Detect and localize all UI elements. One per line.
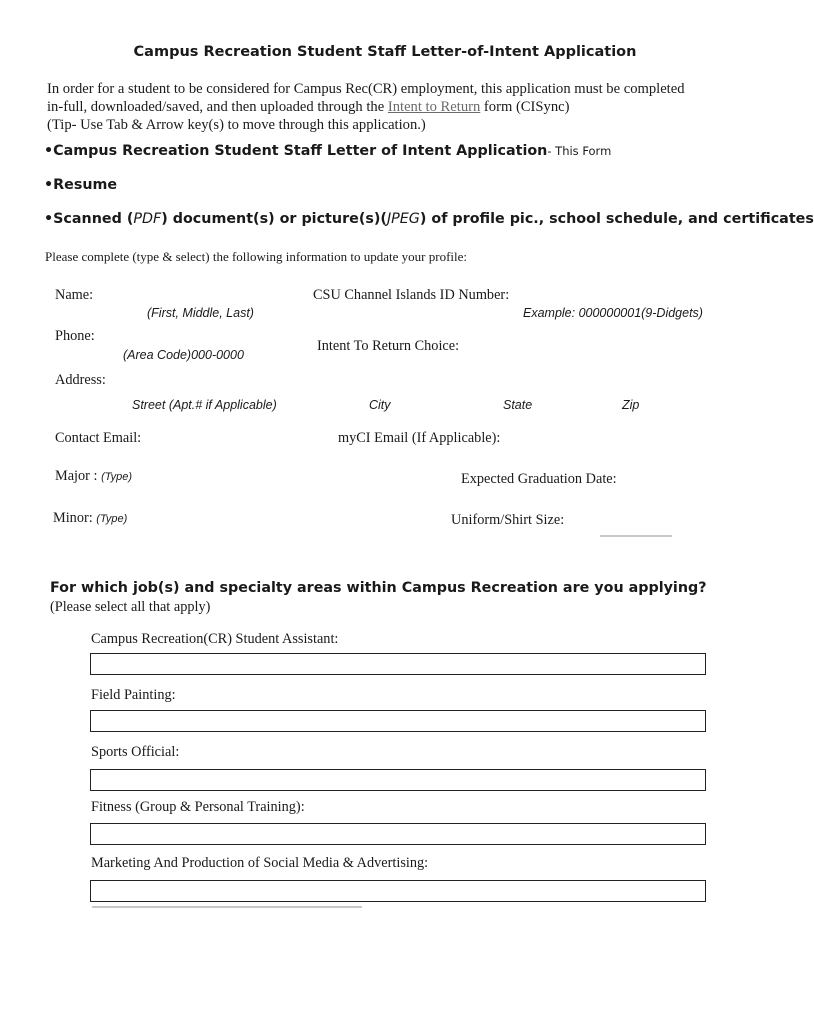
name-field[interactable]: (First, Middle, Last) xyxy=(147,306,254,320)
name-label: Name: xyxy=(55,287,94,303)
requirement-resume: •Resume xyxy=(44,177,118,193)
intro-tip: (Tip- Use Tab & Arrow key(s) to move through this application.) xyxy=(47,117,426,133)
minor-label-text: Minor: xyxy=(53,510,93,526)
uniform-size-label: Uniform/Shirt Size: xyxy=(451,512,565,528)
document-title: Campus Recreation Student Staff Letter-of-Intent Application xyxy=(133,44,637,60)
req3-part-a: •Scanned ( xyxy=(44,211,134,227)
req3-jpeg: JPEG xyxy=(386,211,420,227)
jobs-subheading: (Please select all that apply) xyxy=(50,599,211,615)
req3-part-c: ) of profile pic., school schedule, and certificates xyxy=(419,211,814,227)
id-number-label: CSU Channel Islands ID Number: xyxy=(313,287,510,303)
major-label xyxy=(55,468,132,485)
graduation-date-label: Expected Graduation Date: xyxy=(461,471,617,487)
phone-label: Phone: xyxy=(55,328,95,344)
minor-label xyxy=(53,510,127,527)
req3-pdf: PDF xyxy=(133,211,162,227)
street-field[interactable]: Street (Apt.# if Applicable) xyxy=(132,398,277,412)
intent-to-return-link[interactable]: Intent to Return xyxy=(387,99,481,115)
faded-text-strip-bottom xyxy=(92,906,362,908)
job-select-fitness[interactable] xyxy=(90,823,706,845)
job-label-field-painting: Field Painting: xyxy=(91,687,176,703)
myci-email-label: myCI Email (If Applicable): xyxy=(338,430,501,446)
job-label-student-assistant: Campus Recreation(CR) Student Assistant: xyxy=(91,631,339,647)
city-field[interactable]: City xyxy=(369,398,391,412)
jobs-heading: For which job(s) and specialty areas within Campus Recreation are you applying? xyxy=(50,580,707,596)
phone-field[interactable]: (Area Code)000-0000 xyxy=(123,348,244,362)
intro-line-2-text: in-full, downloaded/saved, and then uploaded through the xyxy=(47,99,388,115)
state-field[interactable]: State xyxy=(503,398,533,412)
job-label-marketing: Marketing And Production of Social Media & Advertising: xyxy=(91,855,429,871)
job-select-marketing[interactable] xyxy=(90,880,706,902)
faded-text-strip xyxy=(600,535,672,537)
intent-choice-label: Intent To Return Choice: xyxy=(317,338,460,354)
address-label: Address: xyxy=(55,372,106,388)
id-number-field[interactable]: Example: 000000001(9-Didgets) xyxy=(523,306,703,320)
profile-instructions: Please complete (type & select) the following information to update your profile: xyxy=(45,249,468,264)
minor-field[interactable]: (Type) xyxy=(96,513,128,525)
intro-line-2 xyxy=(47,99,569,116)
major-label-text: Major : xyxy=(55,468,98,484)
intro-line-2-tail: form (CISync) xyxy=(480,99,570,115)
major-field[interactable]: (Type) xyxy=(101,471,133,483)
requirement-application-suffix: - This Form xyxy=(547,144,612,158)
job-select-field-painting[interactable] xyxy=(90,710,706,732)
zip-field[interactable]: Zip xyxy=(622,398,640,412)
job-select-sports-official[interactable] xyxy=(90,769,706,791)
requirement-application xyxy=(44,143,611,159)
job-select-student-assistant[interactable] xyxy=(90,653,706,675)
intro-line-1: In order for a student to be considered for Campus Rec(CR) employment, this application must be completed xyxy=(47,81,685,97)
contact-email-label: Contact Email: xyxy=(55,430,142,446)
requirement-application-text: •Campus Recreation Student Staff Letter of Intent Application xyxy=(44,143,548,159)
requirement-scanned-documents xyxy=(44,211,814,227)
req3-part-b: ) document(s) or picture(s)( xyxy=(161,211,387,227)
job-label-fitness: Fitness (Group & Personal Training): xyxy=(91,799,305,815)
job-label-sports-official: Sports Official: xyxy=(91,744,180,760)
